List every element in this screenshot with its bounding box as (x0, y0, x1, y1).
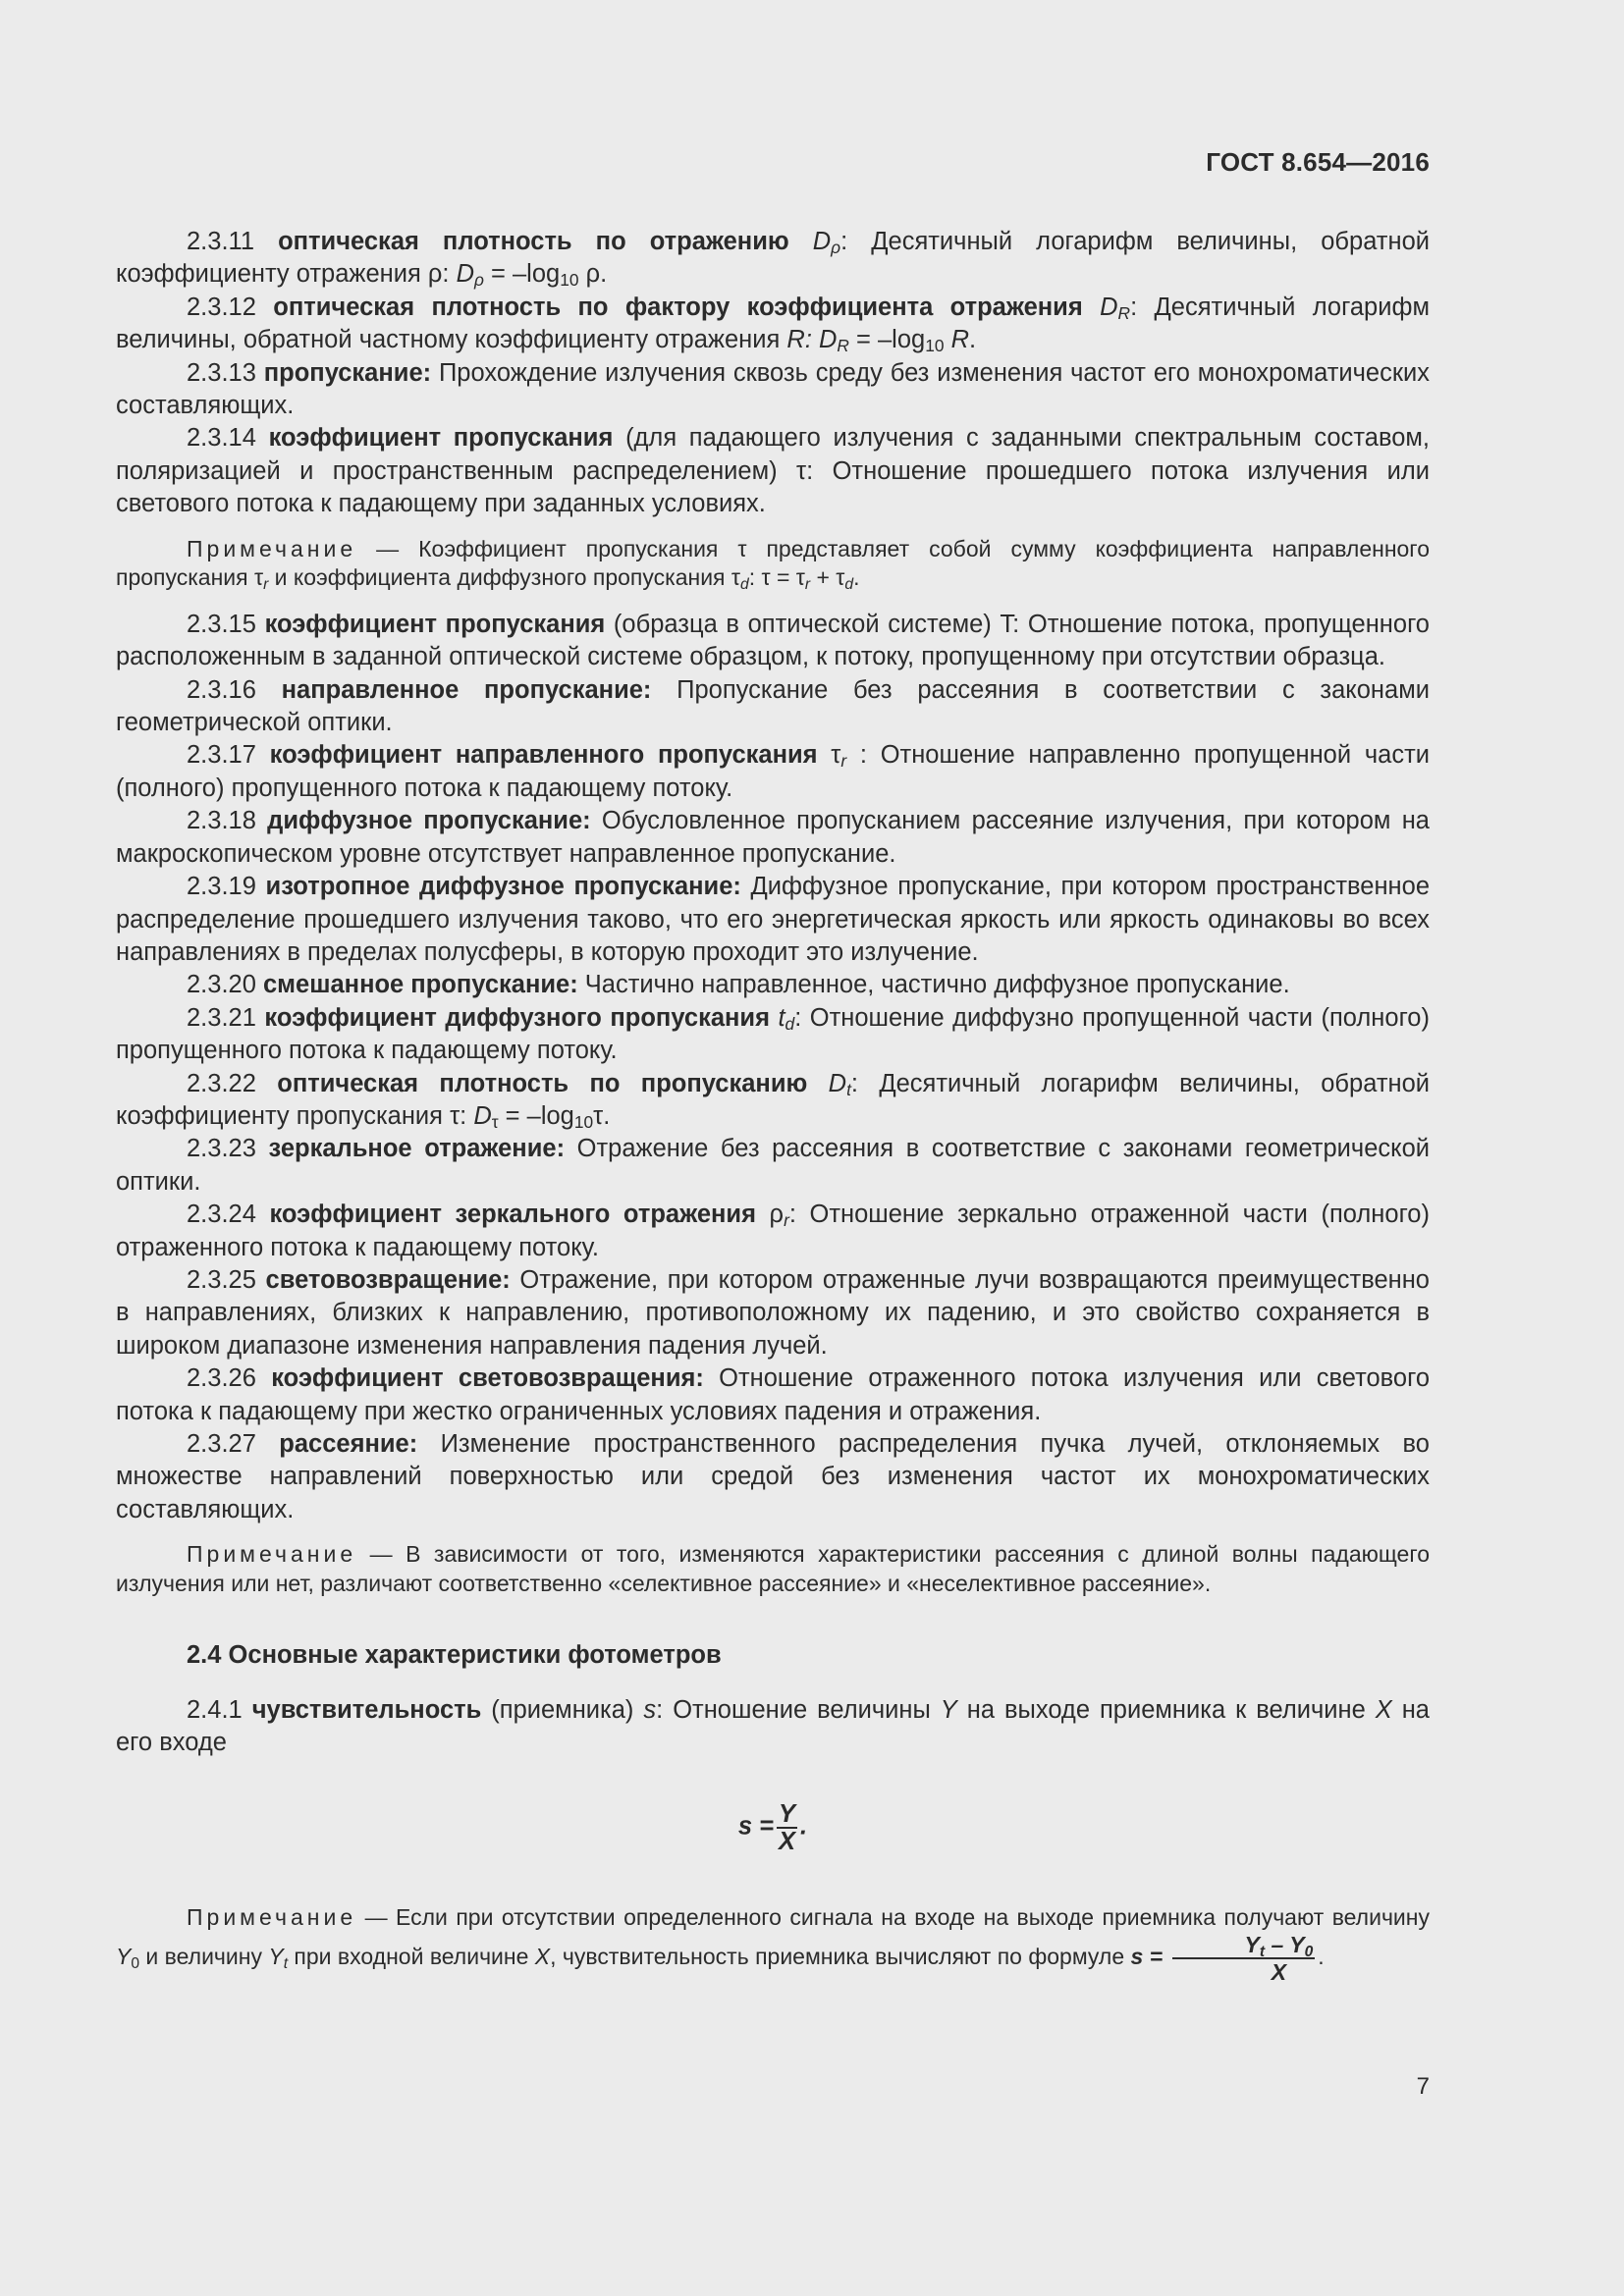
note-label: Примечание (187, 535, 357, 561)
term: коэффициент диффузного пропускания (264, 1003, 770, 1032)
clause-2-3-12: 2.3.12 оптическая плотность по фактору коэффициента отражения $D_R$: Десятичный логарифм величины, обратной частному коэффициенту отражения R: $D_R = -\log_{10}$ R. (116, 293, 1430, 356)
clause-2-3-19: 2.3.19 изотропное диффузное пропускание: Диффузное пропускание, при котором пространственное распределение прошедшего излучения таково, что его энергетическая яркость или яркость одинаковы во всех направлениях в пределах полусферы, в которую проходит это излучение. (116, 873, 1431, 966)
term: коэффициент пропускания (264, 610, 606, 638)
term: направленное пропускание: (281, 675, 652, 704)
clause-2-3-27: 2.3.27 рассеяние: Изменение пространственного распределения пучка лучей, отклоняемых во множестве направлений поверхностью или средой без изменения частот их монохроматических составляющих. (116, 1430, 1430, 1523)
term: изотропное диффузное пропускание: (265, 873, 741, 901)
clause-2-3-26: 2.3.26 коэффициент световозвращения: Отношение отраженного потока излучения или светового потока к падающему при жестко ограниченных условиях падения и отражения. (116, 1364, 1431, 1425)
term: чувствительность (251, 1695, 482, 1724)
term: коэффициент зеркального отражения (269, 1201, 756, 1229)
term: пропускание: (263, 358, 432, 387)
clause-2-3-21: 2.3.21 коэффициент диффузного пропускания $t_d$: Отношение диффузно пропущенной части (полного) пропущенного потока к падающему потоку. (116, 1003, 1430, 1065)
clause-2-3-17: 2.3.17 коэффициент направленного пропускания $\tau_r$ : Отношение направленно пропущенной части (полного) пропущенного потока к падающему потоку. (116, 741, 1430, 802)
clause-2-3-25: 2.3.25 световозвращение: Отражение, при котором отраженные лучи возвращаются преимущественно в направлениях, близких к направлению, противоположному их падению, и это свойство сохраняется в широком диапазоне изменения направления падения лучей. (116, 1265, 1430, 1360)
clause-2-3-15: 2.3.15 коэффициент пропускания (образца в оптической системе) T: Отношение потока, пропущенного расположенным в заданной оптической системе образцом, к потоку, пропущенному при отсутствии образца. (116, 610, 1430, 671)
formula-sensitivity: s = $\frac{Y}{X}$ . (737, 1799, 808, 1855)
document-body (116, 226, 1430, 2001)
clause-2-4-1: 2.4.1 чувствительность (приемника) s: Отношение величины Y на выходе приемника к величине X на его входе (116, 1695, 1430, 1757)
document-header: ГОСТ 8.654—2016 (1206, 147, 1430, 177)
term: световозвращение: (265, 1265, 511, 1294)
page-number: 7 (1416, 2073, 1430, 2100)
term: диффузное пропускание: (267, 807, 591, 835)
clause-2-3-16: 2.3.16 направленное пропускание: Пропускание без рассеяния в соответствии с законами геометрической оптики. (116, 675, 1430, 737)
clause-2-3-13: 2.3.13 пропускание: Прохождение излучения сквозь среду без изменения частот его монохроматических составляющих. (116, 358, 1430, 420)
term: рассеяние: (279, 1430, 418, 1458)
clause-2-3-18: 2.3.18 диффузное пропускание: Обусловленное пропусканием рассеяние излучения, при котором на макроскопическом уровне отсутствует направленное пропускание. (116, 807, 1430, 868)
term: коэффициент световозвращения: (271, 1364, 704, 1393)
note-label: Примечание (187, 1541, 357, 1568)
clause-2-3-20: 2.3.20 смешанное пропускание: Частично направленное, частично диффузное пропускание. (187, 971, 1290, 999)
clause-2-3-14: 2.3.14 коэффициент пропускания (для падающего излучения с заданными спектральным составом, поляризацией и пространственным распределением) τ: Отношение прошедшего потока излучения или светового потока к падающему при заданных условиях. (116, 424, 1430, 518)
fraction: $\frac{Y}{X}$ (779, 1799, 796, 1855)
clause-2-3-11: 2.3.11 оптическая плотность по отражению $D_\rho$: Десятичный логарифм величины, обратной коэффициенту отражения ρ: $D_\rho = -\log_{10}$ ρ. (116, 228, 1430, 291)
term: смешанное пропускание: (263, 971, 578, 999)
clause-2-3-22: 2.3.22 оптическая плотность по пропусканию $D_t$: Десятичный логарифм величины, обратной коэффициенту пропускания τ: $D_\tau = -\log_{10}\tau$. (116, 1069, 1431, 1132)
clause-2-3-23: 2.3.23 зеркальное отражение: Отражение без рассеяния в соответствие с законами геометрической оптики. (116, 1135, 1430, 1196)
fraction: $\frac{Y_t - Y_0}{X}$ (1172, 1932, 1316, 1985)
term: оптическая плотность по отражению (278, 228, 789, 255)
note-3: Примечание — Если при отсутствии определенного сигнала на входе на выходе приемника получают величину $Y_0$ и величину $Y_t$ при входной величине X, чувствительность приемника вычисляют по формуле s = $\frac{Y_t - Y_0}{X}$ . (116, 1903, 1430, 1986)
term: оптическая плотность по фактору коэффициента отражения (273, 293, 1083, 321)
term: коэффициент пропускания (268, 424, 614, 453)
note-2: Примечание — В зависимости от того, изменяются характеристики рассеяния с длиной волны падающего излучения или нет, различают соответственно «селективное рассеяние» и «неселективное рассеяние». (116, 1541, 1430, 1596)
note-label: Примечание (187, 1903, 357, 1930)
section-heading-2-4: 2.4 Основные характеристики фотометров (187, 1641, 722, 1670)
term: оптическая плотность по пропусканию (277, 1069, 808, 1097)
term: коэффициент направленного пропускания (269, 741, 818, 770)
clause-2-3-24: 2.3.24 коэффициент зеркального отражения $\rho_r$: Отношение зеркально отраженной части (полного) отраженного потока к падающему потоку. (116, 1201, 1430, 1261)
note-1: Примечание — Коэффициент пропускания τ представляет собой сумму коэффициента направленного пропускания $\tau_r$ и коэффициента диффузного пропускания $\tau_d$: $\tau = \tau_r + \tau_d$. (116, 535, 1430, 594)
term: зеркальное отражение: (268, 1135, 566, 1163)
